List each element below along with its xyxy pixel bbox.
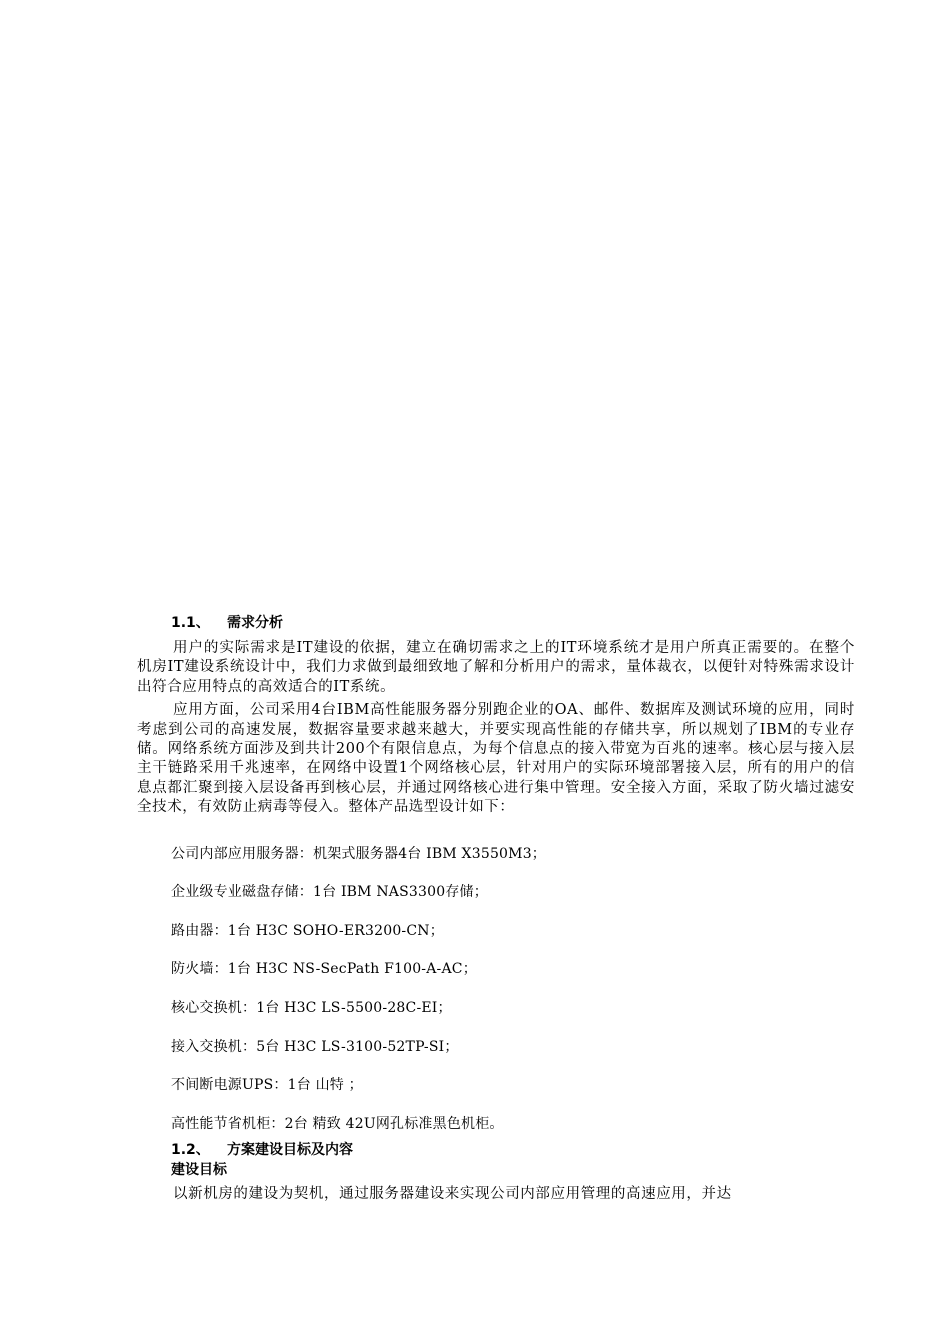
- paragraph: 应用方面，公司采用4台IBM高性能服务器分别跑企业的OA、邮件、数据库及测试环境的应用，同时考虑到公司的高速发展，数据容量要求越来越大，并要实现高性能的存储共享，所以规划了IBM的专业存储。网络系统方面涉及到共计200个有限信息点，为每个信息点的接入带宽为百兆的速率。核心层与接入层主干链路采用千兆速率，在网络中设置1个网络核心层，针对用户的实际环境部署接入层，所有的用户的信息点都汇聚到接入层设备再到核心层，并通过网络核心进行集中管理。安全接入方面，采取了防火墙过滤安全技术，有效防止病毒等侵入。整体产品选型设计如下：: [137, 702, 855, 816]
- list-item: 企业级专业磁盘存储：1台 IBM NAS3300存储；: [171, 884, 488, 901]
- section-title: 需求分析: [227, 615, 283, 631]
- paragraph: 用户的实际需求是IT建设的依据，建立在确切需求之上的IT环境系统才是用户所真正需要的。在整个机房IT建设系统设计中，我们力求做到最细致地了解和分析用户的需求，量体裁衣，以便针对特殊需求设计出符合应用特点的高效适合的IT系统。: [137, 640, 855, 695]
- section-number: 1.1、: [171, 615, 210, 631]
- document-content: [137, 613, 855, 1204]
- list-item: 路由器：1台 H3C SOHO-ER3200-CN；: [171, 922, 444, 939]
- section-heading-1-1: [171, 613, 855, 633]
- list-item: 防火墙：1台 H3C NS-SecPath F100-A-AC；: [171, 961, 477, 978]
- section-heading-1-2: [171, 1140, 855, 1160]
- section-title: 方案建设目标及内容: [227, 1142, 353, 1159]
- product-list: [137, 844, 855, 1134]
- list-item: 接入交换机：5台 H3C LS-3100-52TP-SI；: [171, 1038, 459, 1055]
- section-number: 1.2、: [171, 1142, 210, 1159]
- list-item: 公司内部应用服务器：机架式服务器4台 IBM X3550M3；: [171, 845, 546, 862]
- list-item: 核心交换机：1台 H3C LS-5500-28C-EI；: [171, 1000, 452, 1017]
- list-item: 不间断电源UPS：1台 山特 ；: [171, 1077, 363, 1094]
- subheading: 建设目标: [171, 1162, 227, 1179]
- list-item: 高性能节省机柜：2台 精致 42U网孔标准黑色机柜。: [171, 1115, 504, 1132]
- paragraph: 以新机房的建设为契机，通过服务器建设来实现公司内部应用管理的高速应用，并达: [173, 1186, 732, 1203]
